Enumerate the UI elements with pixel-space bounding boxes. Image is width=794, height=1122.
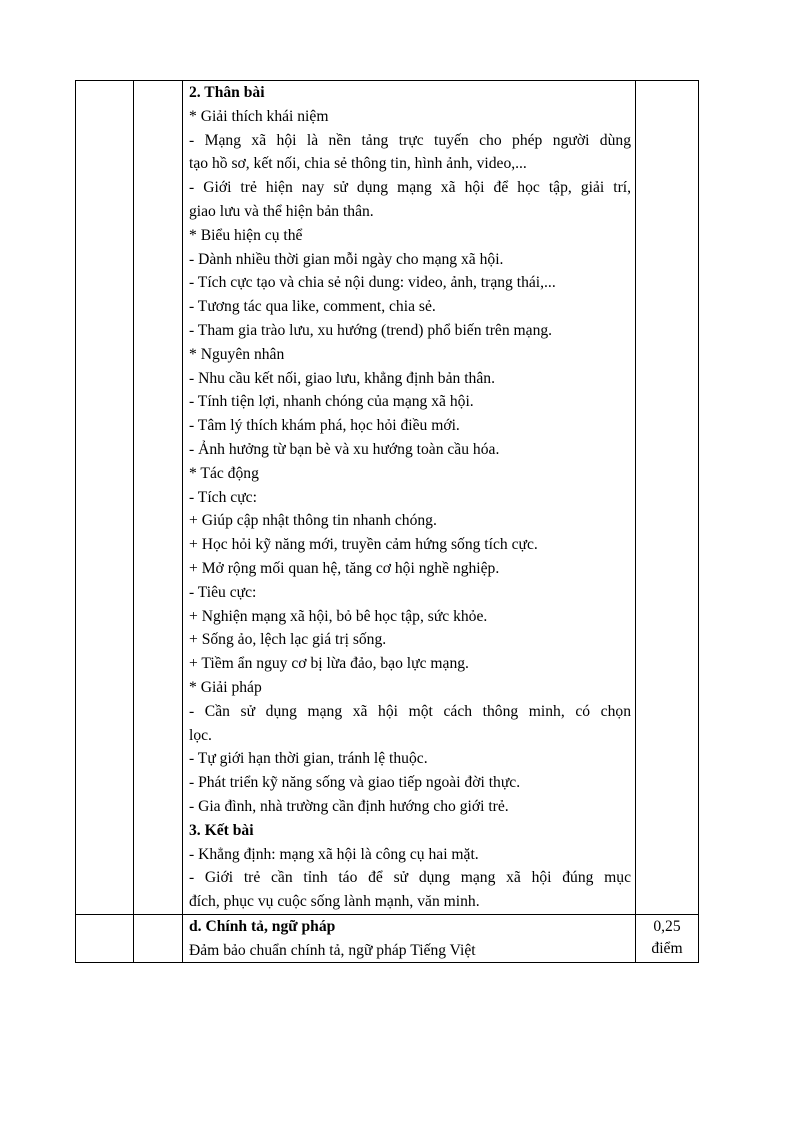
table-row	[76, 914, 699, 963]
section-heading: 2. Thân bài	[189, 84, 265, 101]
content-line: - Giới trẻ cần tỉnh táo để sử dụng mạng xã hội đúng mục	[189, 869, 631, 887]
content-line: - Tính tiện lợi, nhanh chóng của mạng xã hội.	[189, 393, 474, 411]
body-content	[183, 81, 635, 914]
content-line: + Nghiện mạng xã hội, bỏ bê học tập, sức khỏe.	[189, 607, 488, 625]
content-line: - Tâm lý thích khám phá, học hỏi điều mới.	[189, 417, 460, 435]
grammar-text: Đảm bảo chuẩn chính tả, ngữ pháp Tiếng Việt	[189, 941, 476, 959]
content-line: - Dành nhiều thời gian mỗi ngày cho mạng xã hội.	[189, 250, 504, 268]
content-line: - Nhu cầu kết nối, giao lưu, khẳng định bản thân.	[189, 369, 495, 387]
content-line: * Biểu hiện cụ thể	[189, 226, 303, 244]
content-line: - Tích cực:	[189, 488, 257, 506]
grammar-cell	[183, 914, 636, 963]
content-line: * Nguyên nhân	[189, 345, 285, 363]
content-line: giao lưu và thể hiện bản thân.	[189, 202, 374, 220]
table-row	[76, 81, 699, 915]
empty-cell-1	[76, 81, 134, 915]
content-line: - Tiêu cực:	[189, 583, 257, 601]
content-line: - Gia đình, nhà trường cần định hướng cho giới trẻ.	[189, 797, 509, 815]
content-line: - Tham gia trào lưu, xu hướng (trend) phổ biến trên mạng.	[189, 321, 553, 339]
score-value: 0,25	[653, 917, 681, 935]
content-line: + Mở rộng mối quan hệ, tăng cơ hội nghề nghiệp.	[189, 559, 500, 577]
content-line: tạo hồ sơ, kết nối, chia sẻ thông tin, hình ảnh, video,...	[189, 155, 527, 173]
content-line: đích, phục vụ cuộc sống lành mạnh, văn minh.	[189, 893, 480, 911]
content-line: - Cần sử dụng mạng xã hội một cách thông minh, có chọn	[189, 702, 631, 720]
content-line: - Tự giới hạn thời gian, tránh lệ thuộc.	[189, 750, 428, 768]
empty-cell-2	[134, 81, 183, 915]
content-line: - Tương tác qua like, comment, chia sẻ.	[189, 298, 436, 316]
content-line: - Phát triển kỹ năng sống và giao tiếp ngoài đời thực.	[189, 774, 521, 792]
section-heading: 3. Kết bài	[189, 821, 254, 839]
content-line: lọc.	[189, 726, 212, 744]
content-line: + Học hỏi kỹ năng mới, truyền cảm hứng sống tích cực.	[189, 536, 538, 554]
content-line: - Khẳng định: mạng xã hội là công cụ hai mặt.	[189, 845, 479, 863]
content-cell	[183, 81, 636, 915]
rubric-table	[75, 80, 699, 963]
content-line: + Giúp cập nhật thông tin nhanh chóng.	[189, 512, 437, 530]
content-line: * Giải pháp	[189, 678, 262, 696]
content-line: - Tích cực tạo và chia sẻ nội dung: video, ảnh, trạng thái,...	[189, 274, 556, 292]
empty-cell-2	[134, 914, 183, 963]
score-unit: điểm	[651, 939, 683, 957]
grammar-title: d. Chính tả, ngữ pháp	[189, 917, 336, 935]
content-line: + Tiềm ẩn nguy cơ bị lừa đảo, bạo lực mạng.	[189, 655, 469, 673]
content-line: - Ảnh hưởng từ bạn bè và xu hướng toàn cầu hóa.	[189, 440, 500, 458]
score-cell-empty	[636, 81, 699, 915]
content-line: - Mạng xã hội là nền tảng trực tuyến cho phép người dùng	[189, 131, 631, 149]
content-line: - Giới trẻ hiện nay sử dụng mạng xã hội để học tập, giải trí,	[189, 179, 631, 197]
score-cell	[636, 914, 699, 963]
content-line: + Sống ảo, lệch lạc giá trị sống.	[189, 631, 387, 649]
empty-cell-1	[76, 914, 134, 963]
content-line: * Giải thích khái niệm	[189, 107, 329, 125]
content-line: * Tác động	[189, 464, 259, 482]
